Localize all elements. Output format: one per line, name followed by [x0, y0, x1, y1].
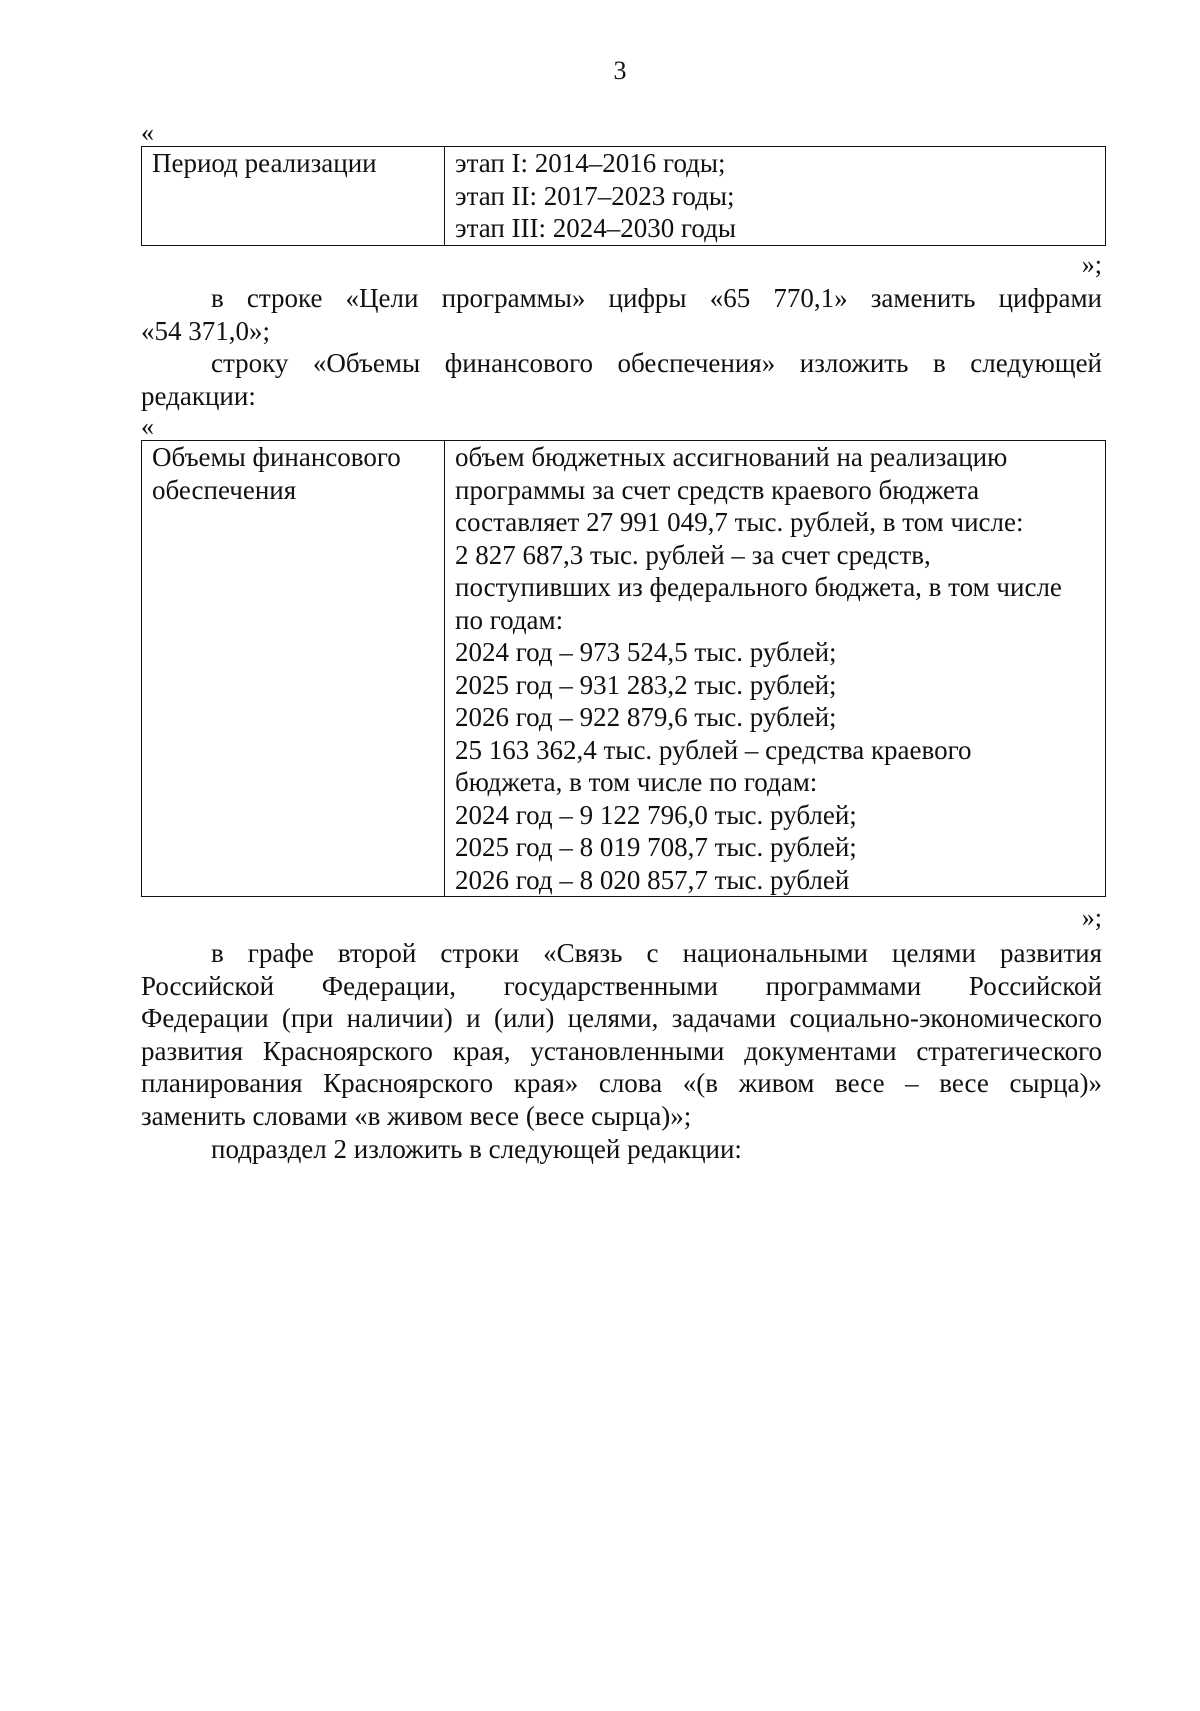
funding-line: объем бюджетных ассигнований на реализацию: [455, 442, 1008, 472]
funding-line: по годам:: [455, 604, 564, 635]
funding-line: 2026 год – 8 020 857,7 тыс. рублей: [455, 864, 850, 895]
paragraph-line: Российской Федерации, государственными программами Российской: [141, 970, 1102, 1001]
funding-line: 2025 год – 8 019 708,7 тыс. рублей;: [455, 832, 857, 862]
funding-line: 25 163 362,4 тыс. рублей – средства краевого: [455, 734, 972, 765]
period-label-cell: [142, 147, 445, 246]
period-line: этап I: 2014–2016 годы;: [455, 148, 726, 178]
quote-close-1: »;: [1081, 250, 1102, 279]
funding-label-cell: [142, 441, 445, 897]
period-line: этап II: 2017–2023 годы;: [455, 180, 735, 211]
paragraph-line: редакции:: [141, 380, 256, 411]
funding-line: составляет 27 991 049,7 тыс. рублей, в том числе:: [455, 507, 1024, 537]
funding-table: [141, 440, 1106, 897]
paragraph-line: Федерации (при наличии) и (или) целями, задачами социально-экономического: [141, 1003, 1102, 1033]
funding-label-line: Объемы финансового: [152, 442, 401, 472]
quote-close-2: »;: [1081, 903, 1102, 932]
period-value-cell: [445, 147, 1106, 246]
paragraph-line: строку «Объемы финансового обеспечения» изложить в следующей: [211, 348, 1102, 378]
paragraph-line: развития Красноярского края, установленными документами стратегического: [141, 1035, 1102, 1066]
paragraph-funding: [141, 347, 1102, 412]
funding-line: 2026 год – 922 879,6 тыс. рублей;: [455, 702, 837, 732]
table-row: [142, 441, 1106, 897]
paragraph-line: планирования Красноярского края» слова «(в живом весе – весе сырца)»: [141, 1068, 1102, 1098]
table-row: [142, 147, 1106, 246]
funding-value-cell: [445, 441, 1106, 897]
paragraph-goals: [141, 282, 1102, 347]
funding-line: поступивших из федерального бюджета, в том числе: [455, 572, 1062, 602]
paragraph-line: «54 371,0»;: [141, 315, 271, 346]
funding-label-line: обеспечения: [152, 474, 297, 505]
paragraph-national-goals: [141, 937, 1102, 1132]
funding-line: 2024 год – 973 524,5 тыс. рублей;: [455, 637, 837, 667]
paragraph-line: заменить словами «в живом весе (весе сырца)»;: [141, 1100, 692, 1131]
quote-open-1: «: [141, 118, 154, 147]
period-label: Период реализации: [152, 148, 377, 178]
quote-open-2: «: [141, 412, 154, 441]
funding-line: 2025 год – 931 283,2 тыс. рублей;: [455, 669, 837, 700]
period-line: этап III: 2024–2030 годы: [455, 213, 737, 243]
period-table: [141, 146, 1106, 246]
funding-line: 2024 год – 9 122 796,0 тыс. рублей;: [455, 799, 857, 830]
page-number: 3: [613, 56, 627, 85]
paragraph-subsection: [141, 1133, 1102, 1166]
paragraph-line: в строке «Цели программы» цифры «65 770,1» заменить цифрами: [211, 283, 1102, 313]
funding-line: программы за счет средств краевого бюджета: [455, 474, 980, 505]
paragraph-line: в графе второй строки «Связь с национальными целями развития: [211, 938, 1102, 968]
paragraph-line: подраздел 2 изложить в следующей редакции:: [211, 1134, 742, 1164]
funding-line: 2 827 687,3 тыс. рублей – за счет средств,: [455, 539, 931, 570]
funding-line: бюджета, в том числе по годам:: [455, 767, 818, 797]
